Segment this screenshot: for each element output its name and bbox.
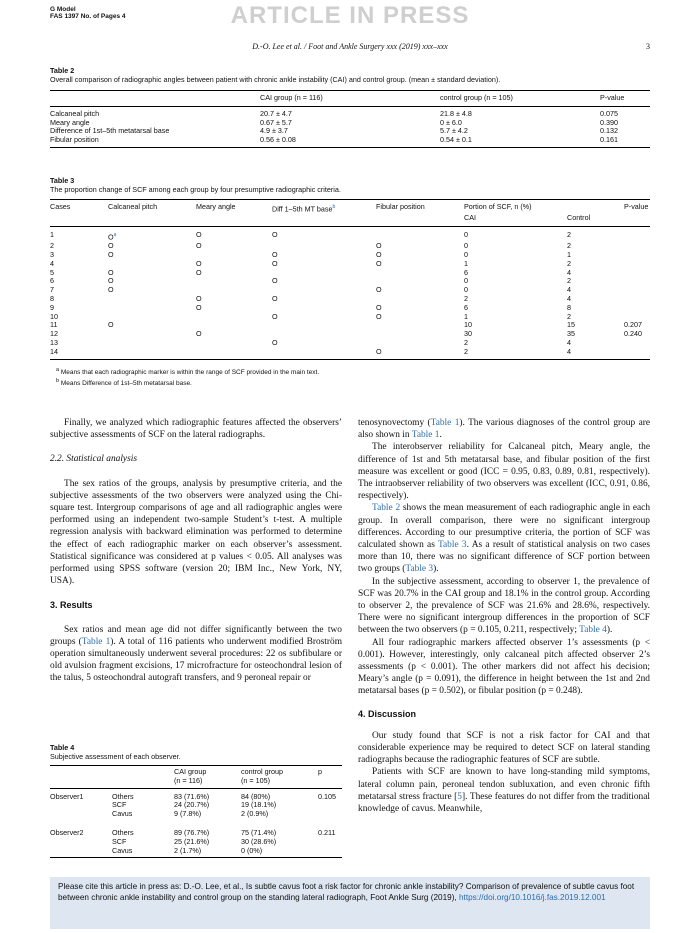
table2	[50, 94, 650, 103]
table-cell: 0.67 ± 5.7	[260, 117, 292, 127]
table2-header-cell: control group (n = 105)	[440, 93, 513, 102]
table-cell	[376, 277, 464, 286]
table-cell: 7	[50, 285, 54, 295]
table4-top-rule	[50, 765, 342, 766]
table2-header-cell: CAI group (n = 116)	[260, 93, 323, 102]
table-cell: 0.132	[600, 126, 618, 136]
table-cell: 2 (1.7%)	[174, 845, 202, 855]
article-in-press-banner: ARTICLE IN PRESS	[230, 2, 470, 29]
table-cell: 0.105	[318, 791, 336, 801]
table-cell: Fibular position	[50, 135, 99, 145]
table3-header-text: Diff 1–5th MT base	[272, 204, 333, 214]
table-cell	[272, 321, 376, 330]
paragraph: The interobserver reliability for Calcaneal pitch, Meary angle, the difference of 1st and 5th metatarsal base, and fibular position of the first measure was excellent or good (ICC = 0.95, 0.83, 0.89, 0.81, respectively). The intraobserver reliability of two observers was excellent (ICC, 0.91, 0.86, respectively).	[358, 442, 650, 502]
footnote-mark[interactable]: a	[113, 231, 117, 238]
text: ). A total of 116 patients who underwent modified Broström operation simultaneously underwent several procedures: 22 os subfibulare or old avulsion fragment excisions, 17 microfracture for osteochondral lesion of the talus, 5 osteochondral autograft transfers, and 9 peroneal repair or	[50, 636, 342, 684]
table-cell: 4	[567, 337, 571, 347]
table-cell: 0.075	[600, 108, 618, 118]
table-cell: O	[272, 276, 278, 286]
table4-block	[50, 743, 342, 858]
table-cell: 0	[464, 241, 468, 251]
table-row	[50, 277, 650, 286]
table-cell: 3	[50, 249, 54, 259]
table-cell: Cavus	[112, 845, 133, 855]
table-cell	[624, 295, 650, 304]
table-cell	[624, 231, 650, 242]
table3-footnote-b	[50, 377, 650, 388]
table-cell: 24 (20.7%)	[174, 800, 210, 810]
table-cell: 35	[567, 329, 575, 339]
table-cell: 30	[464, 329, 472, 339]
table-cell	[624, 348, 650, 357]
table-cell: O	[376, 258, 382, 268]
subheader-control: Control	[567, 213, 591, 223]
table3-header-row	[50, 203, 650, 214]
table3-caption: The proportion change of SCF among each group by four presumptive radiographic criteria.	[50, 185, 341, 194]
table2-body	[50, 110, 650, 145]
table-cell: Others	[112, 791, 134, 801]
doi-link[interactable]: https://doi.org/10.1016/j.fas.2019.12.001	[458, 893, 606, 902]
table-cell: O	[196, 258, 202, 268]
citation-box	[50, 877, 650, 929]
table-cell: 25 (21.6%)	[174, 836, 210, 846]
text: .	[439, 430, 442, 441]
table-cell: Observer2	[50, 827, 84, 837]
running-header: D.-O. Lee et al. / Foot and Ankle Surgery xxx (2019) xxx–xxx	[252, 42, 448, 51]
table-cell: 2	[464, 337, 468, 347]
table-cell: 14	[50, 346, 58, 356]
table-cell: 0	[464, 285, 468, 295]
table-cell	[196, 348, 272, 357]
table-cell	[376, 269, 464, 278]
table-cell: O	[108, 241, 114, 251]
table-cell: 0	[464, 276, 468, 286]
table-cell	[108, 295, 196, 304]
table-cell: O	[272, 293, 278, 303]
table-cell: O	[196, 302, 202, 312]
table2-title: Table 2	[50, 66, 75, 75]
table-cell: SCF	[112, 836, 127, 846]
table-cell: 5	[50, 267, 54, 277]
table-link[interactable]: Table 1	[81, 636, 111, 647]
right-column	[358, 417, 650, 815]
table-cell	[272, 286, 376, 295]
table-cell: 19 (18.1%)	[241, 800, 277, 810]
table-cell: 0.390	[600, 117, 618, 127]
table-cell: O	[272, 258, 278, 268]
table-cell: O	[196, 267, 202, 277]
table-link[interactable]: Table 3	[405, 564, 434, 575]
table-cell: Observer1	[50, 791, 84, 801]
footnote-mark: a	[56, 366, 60, 373]
table3-subheader-row	[50, 214, 650, 223]
table-cell: 11	[50, 320, 58, 330]
table-cell: 2	[567, 276, 571, 286]
table-cell: Cavus	[112, 809, 133, 819]
table-link[interactable]: Table 1	[430, 418, 460, 428]
table-cell	[108, 339, 196, 348]
table2-header-cell: P-value	[600, 93, 625, 102]
table-cell: O	[272, 337, 278, 347]
table-cell: 9 (7.8%)	[174, 809, 202, 819]
table-cell: O	[376, 249, 382, 259]
table-cell: 2	[50, 241, 54, 251]
table4-header-cell: (n = 116)	[174, 775, 203, 785]
table-cell: 2	[567, 229, 571, 239]
table-cell: 4	[567, 267, 571, 277]
table-cell: 0	[464, 249, 468, 259]
table-cell: 2	[567, 311, 571, 321]
table-cell: O	[376, 241, 382, 251]
table-cell: 21.8 ± 4.8	[440, 108, 472, 118]
section-heading-results: 3. Results	[50, 600, 93, 611]
table3-header-cell: Calcaneal pitch	[108, 202, 158, 211]
table-cell: 6	[50, 276, 54, 286]
table-cell	[196, 321, 272, 330]
paragraph	[358, 766, 650, 815]
text: ]. These features do not differ from the traditional knowledge of cavus. Meanwhile,	[358, 791, 650, 815]
table-row	[50, 231, 650, 242]
table2-header-row	[50, 94, 650, 103]
citation-text: Please cite this article in press as: D.-O. Lee, et al., Is subtle cavus foot a risk factor for chronic ankle instability? Comparison of prevalence of subtle cavus foot between chronic ankle instability and control group on the standing lateral radiograph, Foot Ankle Surg (2019),	[58, 882, 635, 902]
table2-block	[50, 66, 650, 148]
table-cell: 2	[464, 346, 468, 356]
table-cell	[272, 348, 376, 357]
table-cell: O	[272, 311, 278, 321]
text: ).	[606, 625, 613, 636]
table4-header	[50, 768, 342, 786]
table-cell: O	[376, 311, 382, 321]
table-row	[50, 847, 342, 856]
footnote-text: Means that each radiographic marker is within the range of SCF provided in the main text.	[60, 368, 320, 376]
table4-header-cell: control group	[241, 767, 283, 776]
table-cell: Difference of 1st–5th metatarsal base	[50, 126, 170, 136]
table-cell	[272, 304, 376, 313]
table3-header-cell: P-value	[624, 202, 649, 211]
table3-top-rule	[50, 199, 650, 200]
table-cell	[376, 231, 464, 242]
table-cell: Others	[112, 827, 134, 837]
table-cell: 30 (28.6%)	[241, 836, 277, 846]
section-heading-discussion: 4. Discussion	[358, 708, 417, 719]
left-column	[50, 417, 342, 685]
table-row	[50, 295, 650, 304]
table3-header-cell	[272, 203, 376, 214]
table-cell	[272, 330, 376, 339]
table-cell: 75 (71.4%)	[241, 827, 277, 837]
table-cell: 4	[567, 293, 571, 303]
table2-bottom-rule	[50, 147, 650, 148]
table-cell	[108, 330, 196, 339]
reference-link[interactable]: 5	[457, 791, 462, 802]
table2-caption: Overall comparison of radiographic angles between patient with chronic ankle instability (CAI) and control group. (mean ± standard deviation).	[50, 75, 501, 84]
table3-mid-rule	[50, 226, 650, 227]
table-cell	[624, 277, 650, 286]
table-cell: 0.54 ± 0.1	[440, 135, 472, 145]
table-cell: 1	[464, 258, 468, 268]
table-row	[50, 269, 650, 278]
table-cell	[108, 260, 196, 269]
table-cell: $O^a$	[108, 231, 117, 242]
table-cell: 0.56 ± 0.08	[260, 135, 296, 145]
table-row	[50, 127, 650, 136]
table-cell	[196, 339, 272, 348]
table-cell: O	[376, 285, 382, 295]
paragraph: Our study found that SCF is not a risk factor for CAI and that considerable experience may be required to detect SCF on lateral standing radiographs because the radiographic features of SCF are subtle.	[358, 730, 650, 766]
table3-footnote-a	[50, 366, 650, 377]
table-row	[50, 321, 650, 330]
table-cell: 15	[567, 320, 575, 330]
table-cell: 4	[567, 346, 571, 356]
table3-block	[50, 176, 650, 388]
table-cell: Meary angle	[50, 117, 90, 127]
table-cell: 10	[464, 320, 472, 330]
text: ). The various diagnoses of the control group are also shown in	[358, 418, 651, 441]
table-cell: O	[108, 276, 114, 286]
table-cell: 8	[50, 293, 54, 303]
footnote-text: Means Difference of 1st–5th metatarsal base.	[60, 379, 192, 387]
table-cell	[624, 242, 650, 251]
paragraph	[358, 576, 650, 637]
model-label: G Model	[50, 6, 76, 13]
table-cell: 2 (0.9%)	[241, 809, 269, 819]
table-cell	[376, 295, 464, 304]
table-cell: O	[376, 346, 382, 356]
table3-body	[50, 231, 650, 357]
table-cell: 2	[567, 241, 571, 251]
article-code: FAS 1397 No. of Pages 4	[50, 13, 126, 20]
table3-header-cell: Portion of SCF, n (%)	[464, 202, 532, 211]
table3-header-cell: Fibular position	[376, 202, 425, 211]
table-row	[50, 313, 650, 322]
footnote-mark[interactable]: b	[332, 204, 336, 210]
table-cell	[624, 269, 650, 278]
table-row	[50, 260, 650, 269]
table-cell	[376, 330, 464, 339]
table-cell: 2	[464, 293, 468, 303]
table-cell: O	[108, 320, 114, 330]
table-cell: 6	[464, 302, 468, 312]
table-link[interactable]: Table 1	[411, 430, 440, 441]
table-cell: O	[196, 293, 202, 303]
table-cell	[196, 313, 272, 322]
text: shows the mean measurement of each radiographic angle in each group. In overall comparison, there were no significant intergroup differences. According to our presumptive criteria, the portion of SCF was calculated shown as	[358, 503, 651, 551]
table4-caption: Subjective assessment of each observer.	[50, 752, 181, 761]
table-cell: 4	[50, 258, 54, 268]
table-cell	[108, 304, 196, 313]
table4-title: Table 4	[50, 743, 75, 752]
text: In the subjective assessment, according to observer 1, the prevalence of SCF was 20.7% in the CAI group and 18.1% in the control group. According to observer 2, the prevalence of SCF was 21.6% and 28.6%, respectively. There were no significant intergroup differences in the proportion of SCF between the two observers (p = 0.105, 0.211, respectively;	[358, 576, 650, 636]
table-cell: O	[196, 329, 202, 339]
table-cell	[196, 277, 272, 286]
table-cell: 5.7 ± 4.2	[440, 126, 468, 136]
table-row	[50, 348, 650, 357]
table3-header-cell: Meary angle	[196, 202, 236, 211]
table-cell	[624, 260, 650, 269]
table3-title: Table 3	[50, 176, 75, 185]
table3-bottom-rule	[50, 359, 650, 360]
table-cell: O	[272, 229, 278, 239]
table-row	[50, 810, 342, 819]
table-cell: 84 (80%)	[241, 791, 271, 801]
table-cell: SCF	[112, 800, 127, 810]
paragraph: Finally, we analyzed which radiographic features affected the observers’ subjective assessments of SCF on the lateral radiographs.	[50, 418, 342, 441]
table-cell	[196, 251, 272, 260]
page-number: 3	[646, 42, 650, 51]
table-cell: 6	[464, 267, 468, 277]
table-link[interactable]: Table 4	[579, 625, 607, 636]
table-cell	[624, 339, 650, 348]
table-cell	[376, 321, 464, 330]
table-cell: 1	[464, 311, 468, 321]
table-cell: 4	[567, 285, 571, 295]
table-cell: 0.211	[318, 827, 336, 837]
table-cell	[272, 242, 376, 251]
table-cell: 9	[50, 302, 54, 312]
table2-header-cell	[50, 94, 260, 103]
table-cell: 10	[50, 311, 58, 321]
table-cell: Calcaneal pitch	[50, 108, 100, 118]
table-link[interactable]: Table 3	[437, 540, 467, 551]
table-cell	[272, 269, 376, 278]
table-cell	[196, 286, 272, 295]
subheader-cai: CAI	[464, 213, 476, 223]
table-row	[50, 251, 650, 260]
table4-header-row	[50, 777, 342, 786]
table-cell: 2	[567, 258, 571, 268]
paragraph: All four radiographic markers affected observer 1’s assessments (p < 0.001). However, interestingly, only calcaneal pitch affected observer 2’s assessments (p < 0.001). The other markers did not affect his decision; Meary’s angle (p = 0.091), the difference in height between the 1st and 2nd metatarsal bases (p = 0.502), or fibular position (p = 0.248).	[358, 637, 650, 697]
table-cell: 0 (0%)	[241, 845, 263, 855]
table-cell: 89 (76.7%)	[174, 827, 210, 837]
table-row	[50, 339, 650, 348]
table-cell: 4.9 ± 3.7	[260, 126, 288, 136]
table-cell	[624, 286, 650, 295]
table-cell: 8	[567, 302, 571, 312]
section-heading-statistical-analysis: 2.2. Statistical analysis	[50, 454, 137, 465]
table-row	[50, 110, 650, 119]
table-cell: 0 ± 6.0	[440, 117, 462, 127]
table-cell: 12	[50, 329, 58, 339]
table-cell: O	[196, 241, 202, 251]
table3-header	[50, 203, 650, 223]
table-cell: 0	[464, 229, 468, 239]
table-link[interactable]: Table 2	[372, 503, 401, 514]
table-row	[50, 136, 650, 145]
table4-body	[50, 793, 342, 856]
table-cell: 20.7 ± 4.7	[260, 108, 292, 118]
table-cell: O	[108, 249, 114, 259]
table2-mid-rule	[50, 106, 650, 107]
text: Patients with SCF are known to have long-standing mild symptoms, lateral column pain, peroneal tendon subluxation, and even chronic fifth metatarsal stress fracture [	[358, 767, 650, 802]
table-row	[50, 242, 650, 251]
table2-top-rule	[50, 90, 650, 91]
text: Sex ratios and mean age did not differ significantly between the two groups (	[50, 624, 342, 647]
table3-subheader-cell	[464, 214, 624, 223]
paragraph	[358, 502, 650, 575]
table4-header-cell: (n = 105)	[241, 775, 270, 785]
table-cell: 0.161	[600, 135, 618, 145]
table-cell	[108, 313, 196, 322]
table-cell: 0.207	[624, 320, 642, 330]
table4-bottom-rule	[50, 857, 342, 858]
table-cell	[624, 304, 650, 313]
table-cell: O	[108, 267, 114, 277]
table-cell: O	[376, 302, 382, 312]
table4-mid-rule	[50, 788, 342, 789]
paragraph	[50, 624, 342, 685]
text: ).	[433, 564, 439, 575]
table-cell: 1	[50, 229, 54, 239]
table-row	[50, 330, 650, 339]
table-cell	[376, 339, 464, 348]
table-cell: 1	[567, 249, 571, 259]
text: tenosynovectomy (	[358, 418, 431, 428]
table4-header-cell: p	[318, 767, 322, 776]
table-cell: 0.240	[624, 329, 642, 339]
paragraph: The sex ratios of the groups, analysis by presumptive criteria, and the subjective assessments of the two observers were analyzed using the Chi-square test. Intergroup comparisons of age and all radiographic angles were performed using an independent two-sample Student’s t-test. A multiple regression analysis with backward elimination was performed to determine the effect of each radiographic marker on each observer’s assessment. Statistical significance was considered at p values < 0.05. All analyses was performed using SPSS software (version 20; IBM Inc., New York, NY, USA).	[50, 478, 342, 587]
table3-header-cell: Cases	[50, 202, 71, 211]
table-cell	[624, 251, 650, 260]
table-row	[50, 304, 650, 313]
text: . As a result of statistical analysis on two cases more than 10, there was no significant difference of SCF portion between two groups (	[358, 540, 650, 575]
table-cell: O	[272, 249, 278, 259]
table-row	[50, 286, 650, 295]
table-cell: 83 (71.6%)	[174, 791, 210, 801]
table-cell: O	[196, 229, 202, 239]
paragraph	[358, 417, 650, 441]
table4-header-cell: CAI group	[174, 767, 207, 776]
table-cell: 13	[50, 337, 58, 347]
table-cell	[108, 348, 196, 357]
table-cell: O	[108, 285, 114, 295]
footnote-mark: b	[56, 377, 60, 384]
